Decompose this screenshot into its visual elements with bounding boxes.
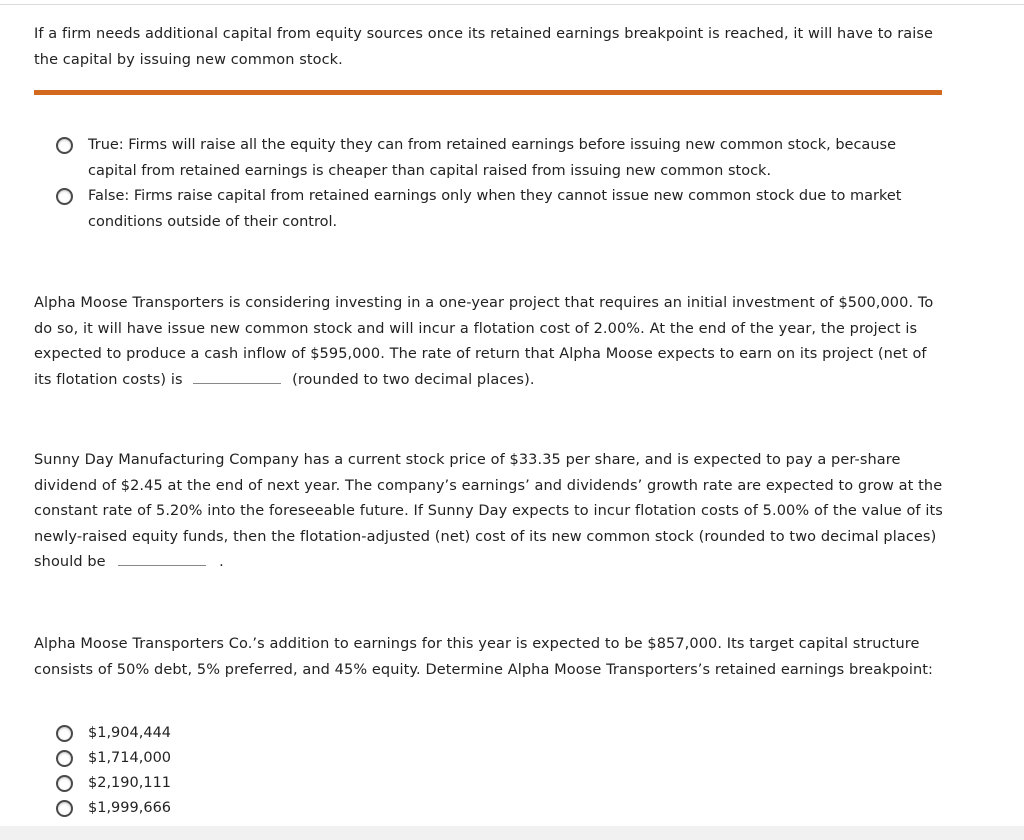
q3-prompt <box>34 448 946 576</box>
q3-text-after: . <box>219 554 224 570</box>
radio-button-icon[interactable] <box>56 725 73 742</box>
q1-divider <box>34 90 942 95</box>
radio-button-icon[interactable] <box>56 137 73 154</box>
radio-button-icon[interactable] <box>56 775 73 792</box>
q2-text-after: (rounded to two decimal places). <box>292 371 535 388</box>
q1-option-false-label: False: Firms raise capital from retained earnings only when they cannot issue new common stock due to market conditions outside of their control. <box>88 188 902 230</box>
q2-answer-blank[interactable] <box>193 369 281 384</box>
q4-option-4-label: $1,999,666 <box>88 800 172 816</box>
q3-text-before: Sunny Day Manufacturing Company has a current stock price of $33.35 per share, and is expected to pay a per-share dividend of $2.45 at the end of next year. The company’s earnings’ and dividends’ growth rate are expected to grow at the constant rate of 5.20% into the foreseeable future. If Sunny Day expects to incur flotation costs of 5.00% of the value of its newly-raised equity funds, then the flotation-adjusted (net) cost of its new common stock (rounded to two decimal places) should be <box>34 452 943 570</box>
q4-prompt: Alpha Moose Transporters Co.’s addition to earnings for this year is expected to be $857,000. Its target capital structure consists of 50% debt, 5% preferred, and 45% equity. Determine Alpha Moose Transporters’s retained earnings breakpoint: <box>34 636 934 678</box>
q1-option-true-label: True: Firms will raise all the equity they can from retained earnings before issuing new common stock, because capital from retained earnings is cheaper than capital raised from issuing new common stock. <box>88 137 896 179</box>
top-border <box>0 4 1024 5</box>
q4-option-1-label: $1,904,444 <box>88 725 172 741</box>
radio-button-icon[interactable] <box>56 800 73 817</box>
q2-prompt <box>34 291 944 393</box>
radio-button-icon[interactable] <box>56 750 73 767</box>
q4-option-3-label: $2,190,111 <box>88 775 172 791</box>
q4-option-2-label: $1,714,000 <box>88 750 172 766</box>
q3-answer-blank[interactable] <box>118 551 206 566</box>
q2-text-before: Alpha Moose Transporters is considering investing in a one-year project that requires an initial investment of $500,000. To do so, it will have issue new common stock and will incur a flotation cost of 2.00%. At the end of the year, the project is expected to produce a cash inflow of $595,000. The rate of return that Alpha Moose expects to earn on its project (net of its flotation costs) is <box>34 295 934 388</box>
bottom-bar <box>0 826 1024 840</box>
q1-prompt: If a firm needs additional capital from equity sources once its retained earnings breakpoint is reached, it will have to raise the capital by issuing new common stock. <box>34 26 934 68</box>
radio-button-icon[interactable] <box>56 188 73 205</box>
